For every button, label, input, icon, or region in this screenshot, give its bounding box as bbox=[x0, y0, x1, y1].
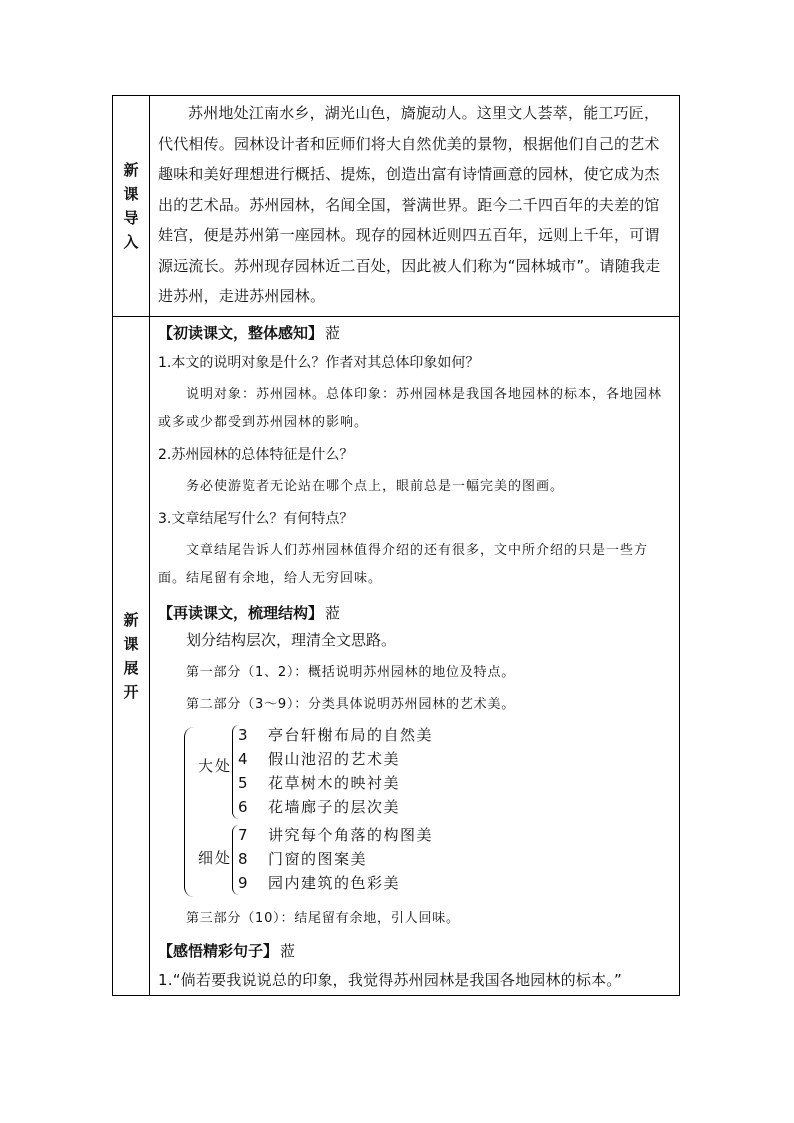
intro-paragraph: 苏州地处江南水乡，湖光山色，旖旎动人。这里文人荟萃，能工巧匠，代代相传。园林设计者和匠师们将大自然优美的景物，根据他们自己的艺术趣味和美好理想进行概括、提炼，创造出富有诗情画意的园林，使它成为杰出的艺术品。苏州园林，名闻全国，誉满世界。距今二千四百年的夫差的馆娃宫，便是苏州第一座园林。现存的园林近则四五百年，远则上千年，可谓源远流长。苏州现存园林近二百处，因此被人们称为“园林城市”。请随我走进苏州，走进苏州园林。 bbox=[158, 104, 661, 305]
structure-part-3: 第三部分（10）：结尾留有余地，引人回味。 bbox=[186, 910, 460, 926]
section-heading bbox=[158, 321, 673, 345]
outline-item: 8 门窗的图案美 bbox=[238, 849, 368, 868]
intro-label-char: 入 bbox=[123, 232, 139, 251]
intro-content-cell bbox=[150, 96, 680, 317]
intro-label-char: 新 bbox=[123, 160, 139, 179]
question: 3.文章结尾写什么？有何特点？ bbox=[158, 510, 354, 527]
intro-row bbox=[113, 96, 680, 317]
section-heading bbox=[158, 601, 673, 625]
outline-item: 9 园内建筑的色彩美 bbox=[238, 873, 401, 892]
structure-outline bbox=[158, 723, 673, 903]
section-mark: 蒞 bbox=[325, 323, 341, 342]
body-label-char: 开 bbox=[123, 682, 139, 701]
outline-item: 3 亭台轩榭布局的自然美 bbox=[238, 725, 434, 744]
body-label-cell bbox=[113, 316, 150, 995]
body-label-char: 展 bbox=[123, 658, 139, 677]
group-label-small: 细处 bbox=[198, 848, 233, 867]
answer: 务必使游览者无论站在哪个点上，眼前总是一幅完美的图画。 bbox=[186, 478, 565, 494]
intro-label-char: 导 bbox=[123, 208, 139, 227]
question: 1.本文的说明对象是什么？作者对其总体印象如何？ bbox=[158, 354, 480, 371]
intro-label-cell bbox=[113, 96, 150, 317]
structure-part-2: 第二部分（3～9）：分类具体说明苏州园林的艺术美。 bbox=[186, 696, 516, 712]
body-label-char: 新 bbox=[123, 610, 139, 629]
section-mark: 蒞 bbox=[280, 941, 296, 960]
outline-item: 4 假山池沼的艺术美 bbox=[238, 749, 401, 768]
structure-part-1: 第一部分（1、2）：概括说明苏州园林的地位及特点。 bbox=[186, 664, 516, 680]
section-heading-text: 【感悟精彩句子】 bbox=[158, 941, 279, 960]
lesson-plan-table bbox=[112, 95, 680, 996]
body-label-char: 课 bbox=[123, 634, 139, 653]
outline-item: 5 花草树木的映衬美 bbox=[238, 773, 401, 792]
question: 2.苏州园林的总体特征是什么？ bbox=[158, 446, 354, 463]
section-heading-text: 【再读课文，梳理结构】 bbox=[158, 603, 324, 622]
answer: 说明对象：苏州园林。总体印象：苏州园林是我国各地园林的标本，各地园林或多或少都受到苏州园林的影响。 bbox=[158, 386, 663, 430]
intro-label-char: 课 bbox=[123, 184, 139, 203]
instruction-text: 划分结构层次，理清全文思路。 bbox=[186, 630, 397, 649]
quote-sentence: 1.“倘若要我说说总的印象，我觉得苏州园林是我国各地园林的标本。” bbox=[158, 970, 622, 989]
intro-label bbox=[113, 158, 149, 254]
body-row bbox=[113, 316, 680, 995]
group-label-big: 大处 bbox=[198, 756, 233, 775]
body-label bbox=[113, 608, 149, 704]
outer-brace bbox=[184, 727, 195, 897]
answer: 文章结尾告诉人们苏州园林值得介绍的还有很多，文中所介绍的只是一些方面。结尾留有余地，给人无穷回味。 bbox=[158, 542, 649, 586]
outline-item: 7 讲究每个角落的构图美 bbox=[238, 825, 434, 844]
section-mark: 蒞 bbox=[325, 603, 341, 622]
section-heading bbox=[158, 939, 673, 963]
outline-item: 6 花墙廊子的层次美 bbox=[238, 797, 401, 816]
section-heading-text: 【初读课文，整体感知】 bbox=[158, 323, 324, 342]
body-content-cell bbox=[150, 316, 680, 995]
